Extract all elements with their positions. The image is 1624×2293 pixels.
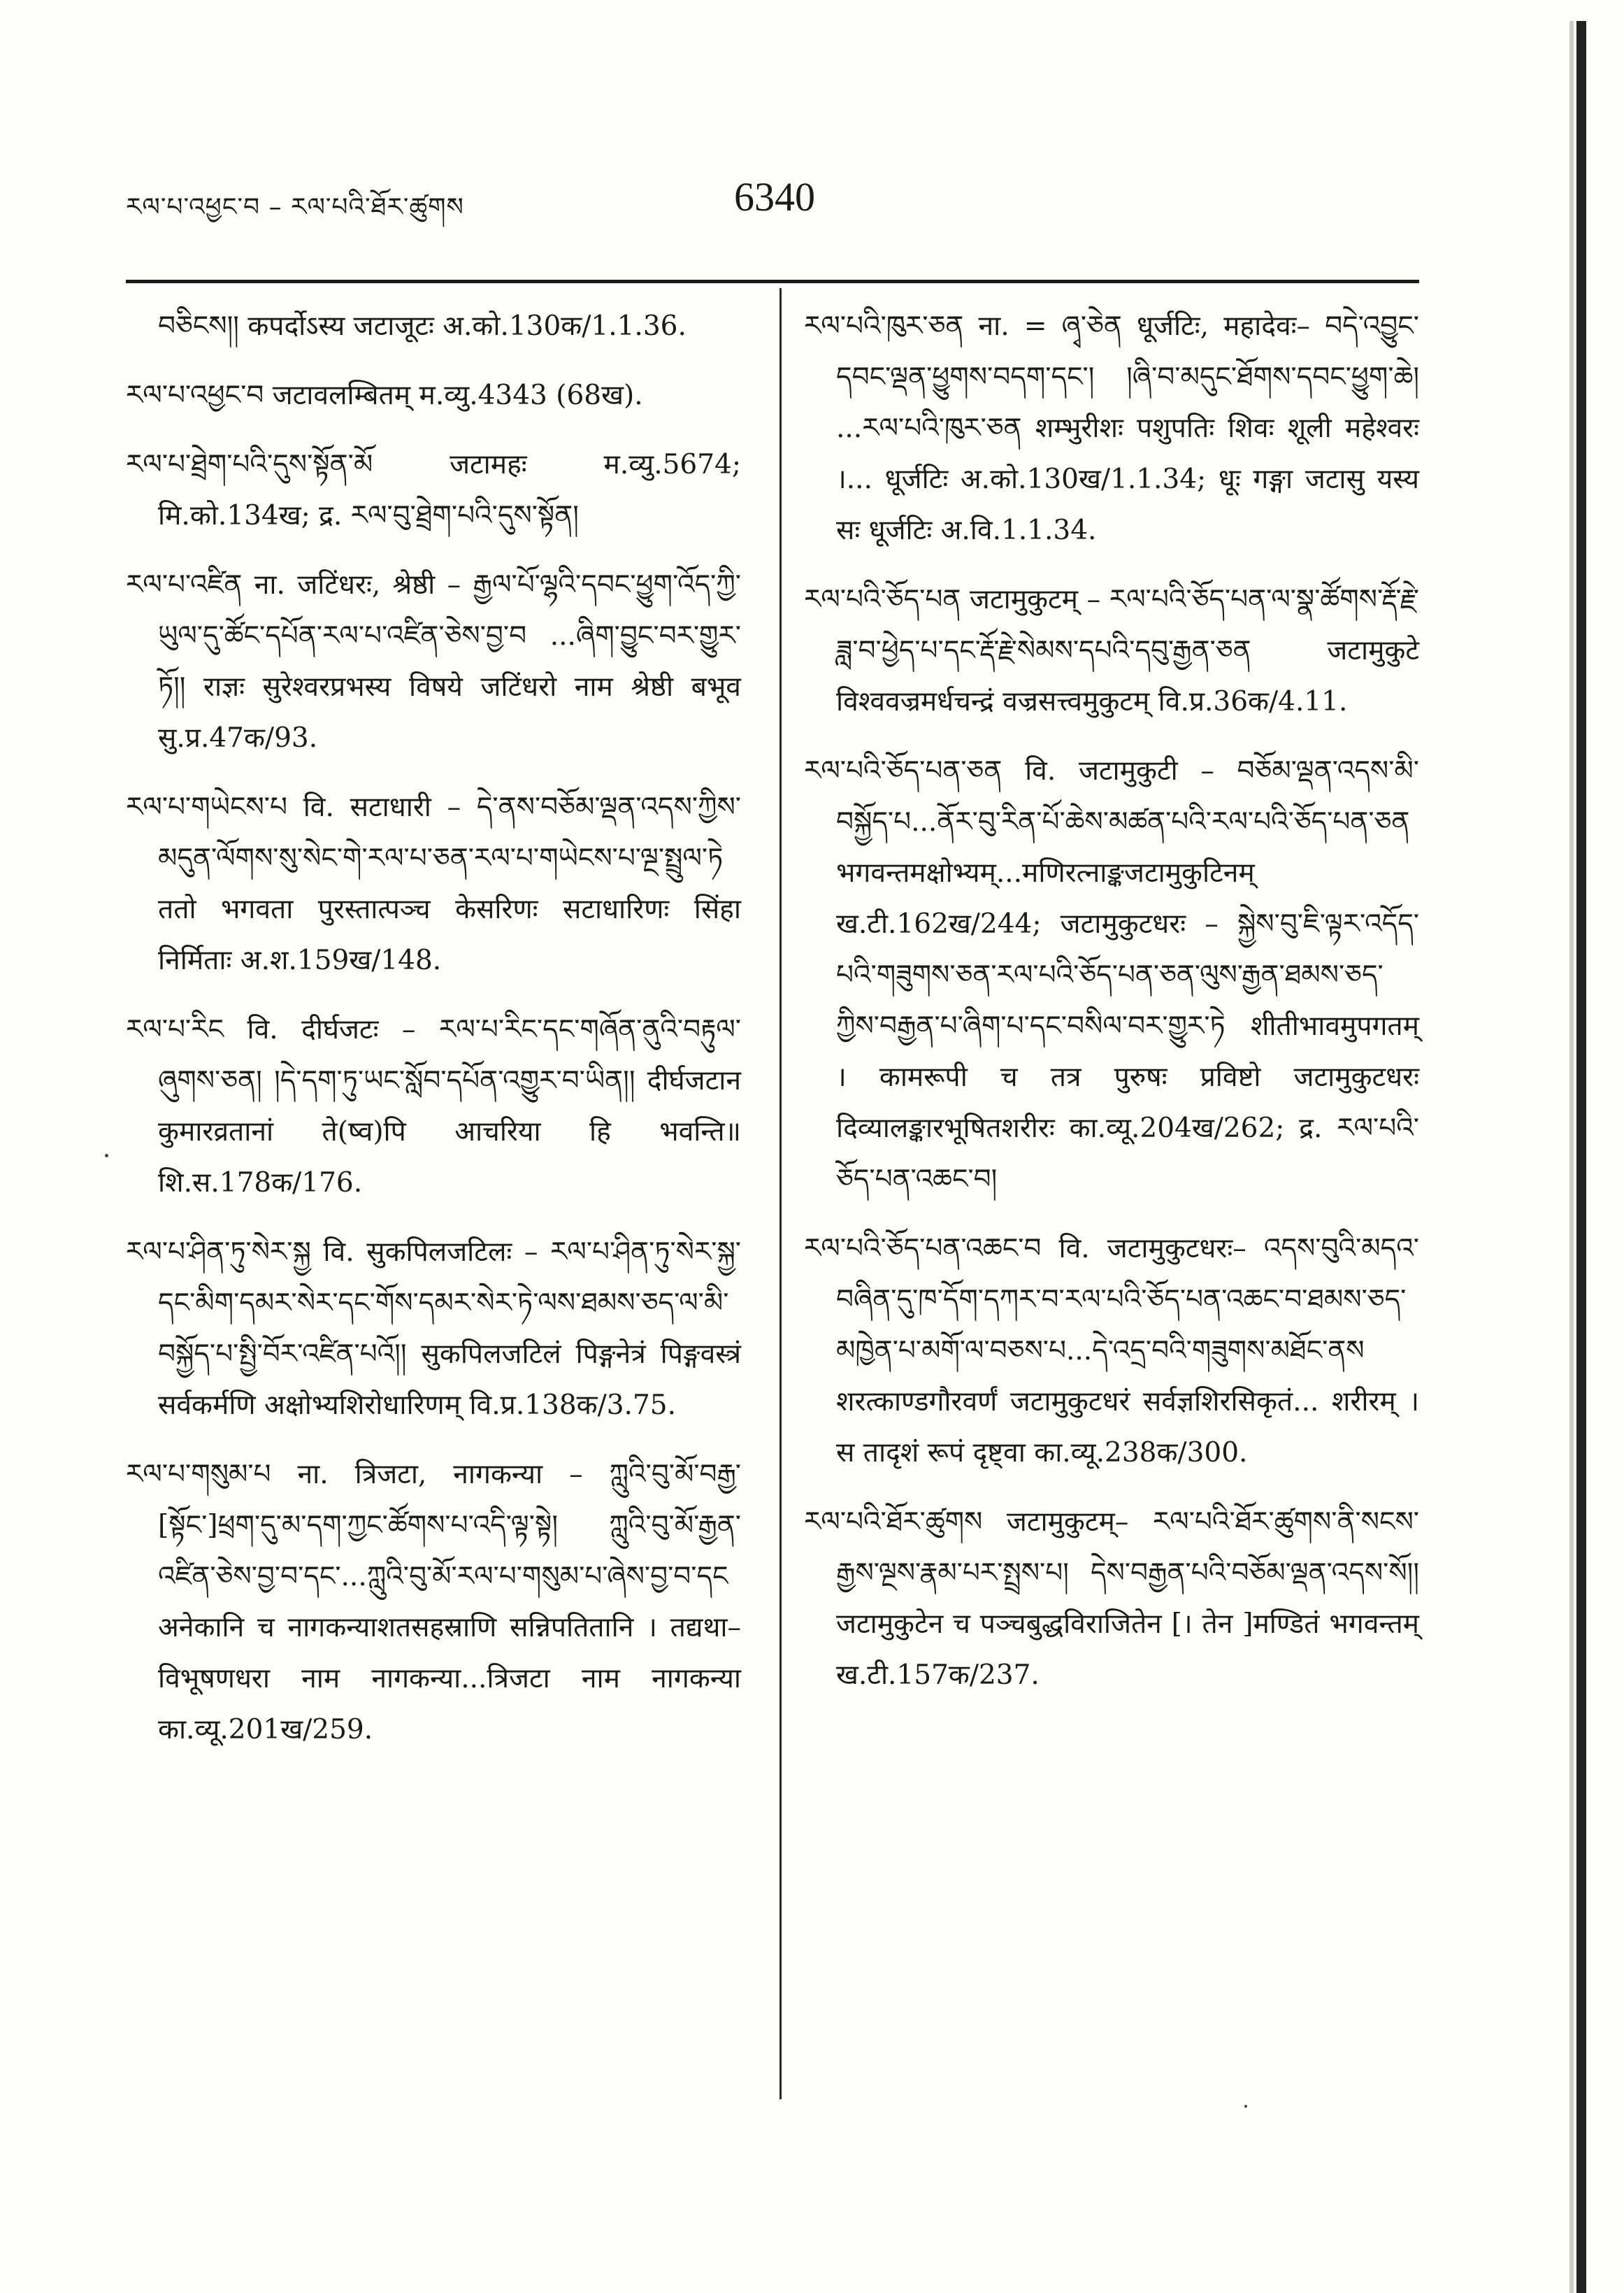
dictionary-entry [804, 745, 1419, 1205]
scan-speck [105, 1154, 108, 1157]
entry-text: བཅིངས།། कपर्दोऽस्य जटाजूटः अ.को.130क/1.1.36. [158, 310, 687, 342]
entry-text: རལ་པའི་ཅོད་པན་འཆང་བ वि. जटामुकुटधरः– འདས་བུའི་མདའ་བཞིན་དུ་ཁ་དོག་དཀར་བ་རལ་པའི་ཅོད་པན་འཆང་བ་ཐམས་ཅད་མཁྱེན་པ་མགོ་ལ་བཅས་པ...དེ་འདྲ་བའི་གཟུགས་མཐོང་ནས शरत्काण्डगौरवर्णं जटामुकुटधरं सर्वज्ञशिरसिकृतं... शरीरम् । स तादृशं रूपं दृष्ट्वा का.व्यू.238क/300. [804, 1233, 1419, 1469]
entry-text: རལ་པའི་ཅོད་པན जटामुकुटम् – རལ་པའི་ཅོད་པན་ལ་སྣ་ཚོགས་རྡོ་རྗེ་ཟླ་བ་ཕྱེད་པ་དང་རྡོ་རྗེ་སེམས་དཔའི་དབུ་རྒྱན་ཅན जटामुकुटे विश्ववज्रमर्धचन्द्रं वज्रसत्त्वमुकुटम् वि.प्र.36क/4.11. [804, 584, 1419, 717]
scan-speck [1244, 2105, 1247, 2108]
dictionary-entry [804, 1223, 1419, 1478]
right-column [804, 301, 1419, 1719]
entry-text: རལ་པ་གསུམ་པ ना. त्रिजटा, नागकन्या – ཀླུའི་བུ་མོ་བརྒྱ་[སྟོང་]ཕྲག་དུ་མ་དག་ཀྱང་ཚོགས་པ་འདི་ལྟ་སྟེ། ཀླུའི་བུ་མོ་རྒྱན་འཛིན་ཅེས་བྱ་བ་དང་...ཀླུའི་བུ་མོ་རལ་པ་གསུམ་པ་ཞེས་བྱ་བ་དང अनेकानि च नागकन्याशतसहस्राणि सन्निपतितानि । तद्यथा–विभूषणधरा नाम नागकन्या...त्रिजटा नाम नागकन्या का.व्यू.201ख/259. [126, 1459, 741, 1745]
scan-edge-shadow [1569, 21, 1574, 2293]
entry-text: རལ་པ་རིང वि. दीर्घजटः – རལ་པ་རིང་དང་གཞོན་ནུའི་བརྟུལ་ཞུགས་ཅན། །དེ་དག་ཏུ་ཡང་སློབ་དཔོན་འགྱུར་བ་ཡིན།། दीर्घजटान कुमारव्रतानां ते(ष्व)पि आचरिया हि भवन्ति॥ शि.स.178क/176. [126, 1014, 741, 1199]
dictionary-entry [126, 301, 741, 352]
entry-text: རལ་པ་གཡེངས་པ वि. सटाधारी – དེ་ནས་བཅོམ་ལྡན་འདས་ཀྱིས་མདུན་ལོགས་སུ་སེང་གེ་རལ་པ་ཅན་རལ་པ་གཡེངས་པ་ལྔ་སྤྲུལ་ཏེ ततो भगवता पुरस्तात्पञ्च केसरिणः सटाधारिणः सिंहा निर्मिताः अ.श.159ख/148. [126, 792, 741, 976]
entry-text: རལ་པ་ཐྲེག་པའི་དུས་སྟོན་མོ जटामहः म.व्यु.5674; मि.को.134ख; द्र. རལ་བུ་ཐྲེག་པའི་དུས་སྟོན། [126, 449, 741, 531]
dictionary-entry [126, 439, 741, 541]
entry-text: རལ་པའི་ཁུར་ཅན ना. = ཞྭ་ཅེན धूर्जटिः, महादेवः– བདེ་འབྱུང་དབང་ལྡན་ཕྱུགས་བདག་དང་། །ཞི་བ་མདུང་ཐོགས་དབང་ཕྱུག་ཆེ། ...རལ་པའི་ཁུར་ཅན शम्भुरीशः पशुपतिः शिवः शूली महेश्वरः ।... धूर्जटिः अ.को.130ख/1.1.34; धूः गङ्गा जटासु यस्य सः धूर्जटिः अ.वि.1.1.34. [804, 310, 1419, 546]
dictionary-entry [126, 370, 741, 421]
page-number: 6340 [734, 174, 815, 220]
entry-text: རལ་པ་འཕྱང་བ जटावलम्बितम् म.व्यु.4343 (68ख). [126, 380, 643, 411]
column-divider [779, 288, 782, 2099]
dictionary-entry [804, 301, 1419, 556]
left-column [126, 301, 741, 1773]
scan-edge-bar [1576, 21, 1586, 2293]
dictionary-entry [804, 1496, 1419, 1701]
header-rule [126, 280, 1419, 283]
running-head: རལ་པ་འཕྱང་བ – རལ་པའི་ཐོར་ཚུགས [126, 193, 464, 222]
entry-text: རལ་པ་ཤིན་ཏུ་སེར་སྐྱ वि. सुकपिलजटिलः – རལ་པ་ཤིན་ཏུ་སེར་སྐྱ་དང་མིག་དམར་སེར་དང་གོས་དམར་སེར་ཏེ་ལས་ཐམས་ཅད་ལ་མི་བསྐྱོད་པ་སྤྱི་བོར་འཛིན་པའོ།། सुकपिलजटिलं पिङ्गनेत्रं पिङ्गवस्त्रं सर्वकर्मणि अक्षोभ्यशिरोधारिणम् वि.प्र.138क/3.75. [126, 1236, 741, 1421]
entry-text: རལ་པའི་ཐོར་ཚུགས जटामुकुटम्– རལ་པའི་ཐོར་ཚུགས་ནི་སངས་རྒྱས་ལྔས་རྣམ་པར་སྤྲས་པ། དེས་བརྒྱན་པའི་བཅོམ་ལྡན་འདས་སོ།། जटामुकुटेन च पञ्चबुद्धविराजितेन [। तेन ]मण्डितं भगवन्तम् ख.टी.157क/237. [804, 1506, 1419, 1691]
entry-text: རལ་པ་འཛིན ना. जटिंधरः, श्रेष्ठी – རྒྱལ་པོ་ལྷའི་དབང་ཕྱུག་འོད་ཀྱི་ཡུལ་དུ་ཚོང་དཔོན་རལ་པ་འཛིན་ཅེས་བྱ་བ ...ཞིག་བྱུང་བར་གྱུར་ཏོ།། राज्ञः सुरेश्वरप्रभस्य विषये जटिंधरो नाम श्रेष्ठी बभूव सु.प्र.47क/93. [126, 569, 741, 754]
dictionary-entry [804, 574, 1419, 727]
entry-text: རལ་པའི་ཅོད་པན་ཅན वि. जटामुकुटी – བཅོམ་ལྡན་འདས་མི་བསྐྱོད་པ...ནོར་བུ་རིན་པོ་ཆེས་མཚན་པའི་རལ་པའི་ཅོད་པན་ཅན भगवन्तमक्षोभ्यम्...मणिरत्नाङ्कजटामुकुटिनम् ख.टी.162ख/244; जटामुकुटधरः – སྐྱེས་བུ་ཇི་ལྟར་འདོད་པའི་གཟུགས་ཅན་རལ་པའི་ཅོད་པན་ཅན་ལུས་རྒྱན་ཐམས་ཅད་ཀྱིས་བརྒྱན་པ་ཞིག་པ་དང་བསིལ་བར་གྱུར་ཏེ शीतीभावमुपगतम् । कामरूपी च तत्र पुरुषः प्रविष्टो जटामुकुटधरः दिव्यालङ्कारभूषितशरीरः का.व्यू.204ख/262; द्र. རལ་པའི་ཅོད་པན་འཆང་བ། [804, 755, 1419, 1195]
dictionary-entry [126, 1004, 741, 1208]
dictionary-entry [126, 1227, 741, 1431]
dictionary-entry [126, 1449, 741, 1755]
dictionary-entry [126, 559, 741, 764]
dictionary-entry [126, 782, 741, 986]
